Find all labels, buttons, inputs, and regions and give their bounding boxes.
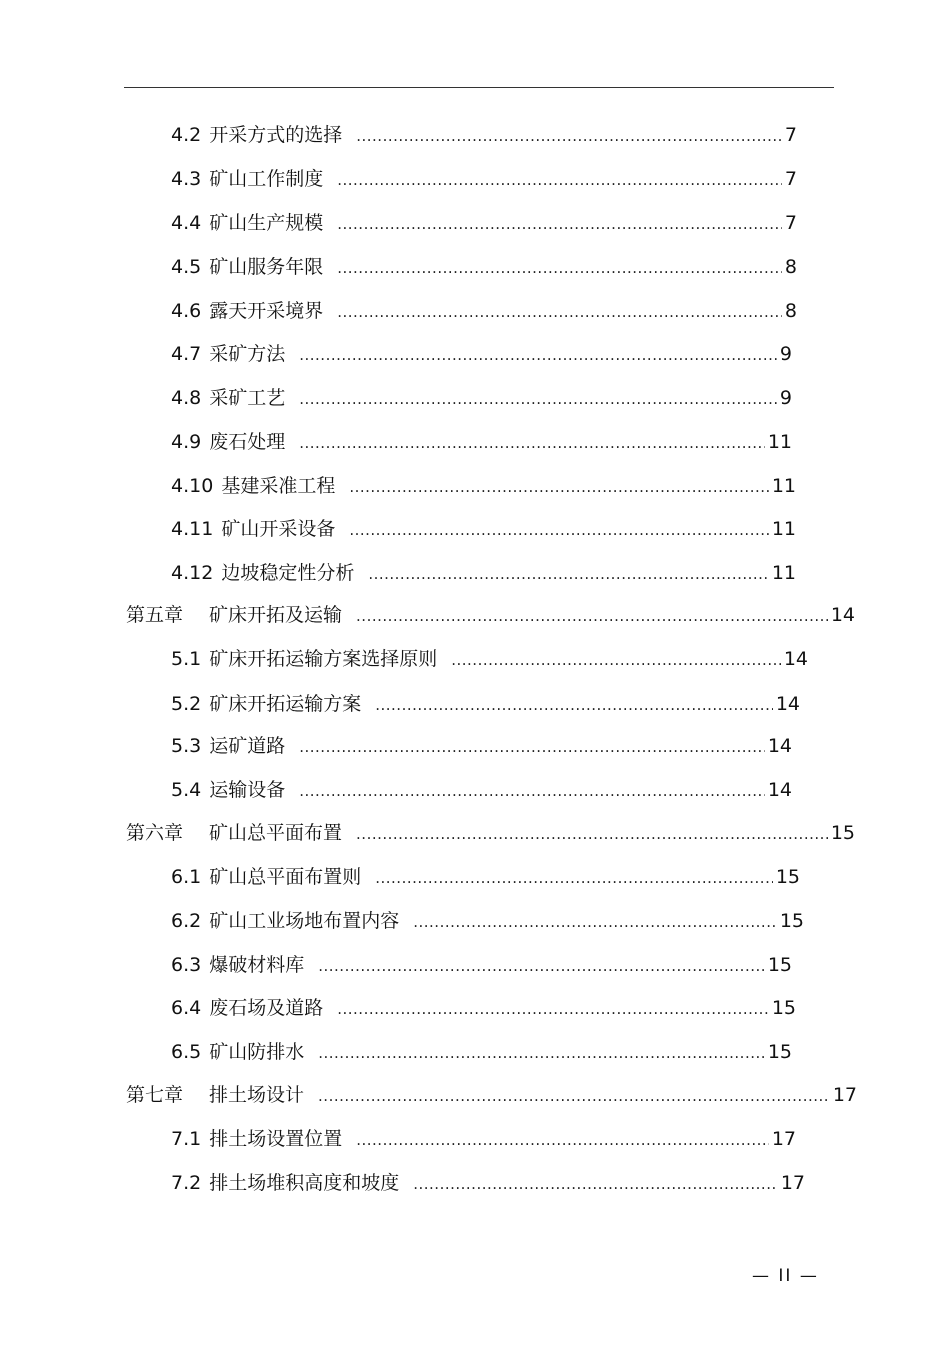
toc-entry-page-number: 14 bbox=[775, 693, 800, 715]
dot-leader bbox=[318, 953, 765, 979]
dot-leader bbox=[356, 1127, 769, 1153]
toc-section-entry[interactable] bbox=[171, 122, 797, 148]
toc-entry-title: 采矿方法 bbox=[209, 343, 286, 365]
dot-leader bbox=[299, 430, 765, 456]
dot-leader bbox=[349, 517, 768, 543]
toc-entry-page-number: 8 bbox=[784, 256, 797, 278]
dot-leader bbox=[318, 1083, 830, 1109]
toc-entry-page-number: 7 bbox=[784, 168, 797, 190]
toc-section-entry[interactable] bbox=[171, 864, 800, 890]
toc-entry-title: 开采方式的选择 bbox=[209, 124, 343, 146]
toc-section-entry[interactable] bbox=[171, 298, 797, 324]
toc-entry-page-number: 17 bbox=[780, 1172, 805, 1194]
page-footer: — II — bbox=[752, 1266, 819, 1286]
toc-section-entry[interactable] bbox=[171, 1170, 805, 1196]
dot-leader bbox=[356, 603, 828, 629]
toc-entry-page-number: 15 bbox=[767, 1041, 792, 1063]
toc-entry-number: 5.2 bbox=[171, 693, 202, 715]
toc-entry-title: 矿山生产规模 bbox=[209, 212, 324, 234]
dot-leader bbox=[349, 474, 768, 500]
toc-entry-number: 6.5 bbox=[171, 1041, 202, 1063]
toc-entry-title: 采矿工艺 bbox=[209, 387, 286, 409]
toc-entry-number: 4.6 bbox=[171, 300, 202, 322]
toc-entry-page-number: 11 bbox=[771, 562, 796, 584]
toc-entry-number: 第七章 bbox=[126, 1084, 184, 1106]
toc-entry-number: 4.4 bbox=[171, 212, 202, 234]
toc-entry-title: 爆破材料库 bbox=[209, 954, 305, 976]
dot-leader bbox=[337, 996, 769, 1022]
dot-leader bbox=[299, 386, 777, 412]
toc-section-entry[interactable] bbox=[171, 560, 796, 586]
toc-entry-title: 排土场堆积高度和坡度 bbox=[209, 1172, 400, 1194]
dot-leader bbox=[299, 778, 765, 804]
toc-section-entry[interactable] bbox=[171, 473, 796, 499]
toc-chapter-entry[interactable] bbox=[126, 602, 855, 628]
toc-section-entry[interactable] bbox=[171, 1039, 792, 1065]
toc-entry-title: 废石场及道路 bbox=[209, 997, 324, 1019]
toc-section-entry[interactable] bbox=[171, 952, 792, 978]
toc-entry-title: 矿山防排水 bbox=[209, 1041, 305, 1063]
dot-leader bbox=[413, 1171, 778, 1197]
toc-entry-number: 4.9 bbox=[171, 431, 202, 453]
toc-entry-title: 矿山工业场地布置内容 bbox=[209, 910, 400, 932]
toc-entry-title: 矿山开采设备 bbox=[221, 518, 336, 540]
toc-entry-title: 矿床开拓运输方案选择原则 bbox=[209, 648, 438, 670]
toc-entry-number: 4.7 bbox=[171, 343, 202, 365]
toc-entry-number: 4.8 bbox=[171, 387, 202, 409]
toc-entry-page-number: 14 bbox=[767, 735, 792, 757]
toc-entry-page-number: 15 bbox=[830, 822, 855, 844]
toc-section-entry[interactable] bbox=[171, 385, 792, 411]
toc-section-entry[interactable] bbox=[171, 1126, 796, 1152]
toc-entry-page-number: 15 bbox=[771, 997, 796, 1019]
toc-entry-page-number: 8 bbox=[784, 300, 797, 322]
dot-leader bbox=[299, 342, 777, 368]
toc-entry-number: 5.1 bbox=[171, 648, 202, 670]
toc-entry-page-number: 14 bbox=[783, 648, 808, 670]
toc-section-entry[interactable] bbox=[171, 995, 796, 1021]
dot-leader bbox=[413, 909, 777, 935]
toc-entry-page-number: 17 bbox=[771, 1128, 796, 1150]
toc-section-entry[interactable] bbox=[171, 777, 792, 803]
toc-entry-title: 矿山服务年限 bbox=[209, 256, 324, 278]
toc-entry-number: 6.4 bbox=[171, 997, 202, 1019]
toc-entry-page-number: 9 bbox=[779, 387, 792, 409]
toc-entry-page-number: 17 bbox=[832, 1084, 857, 1106]
toc-section-entry[interactable] bbox=[171, 646, 808, 672]
toc-entry-page-number: 11 bbox=[767, 431, 792, 453]
toc-entry-title: 运输设备 bbox=[209, 779, 286, 801]
toc-entry-number: 4.5 bbox=[171, 256, 202, 278]
toc-entry-number: 4.11 bbox=[171, 518, 214, 540]
toc-section-entry[interactable] bbox=[171, 691, 800, 717]
dot-leader bbox=[337, 255, 782, 281]
toc-entry-page-number: 7 bbox=[784, 212, 797, 234]
toc-entry-number: 7.1 bbox=[171, 1128, 202, 1150]
toc-entry-title: 运矿道路 bbox=[209, 735, 286, 757]
dot-leader bbox=[337, 211, 782, 237]
dot-leader bbox=[451, 647, 781, 673]
toc-entry-page-number: 14 bbox=[767, 779, 792, 801]
toc-entry-title: 露天开采境界 bbox=[209, 300, 324, 322]
toc-section-entry[interactable] bbox=[171, 908, 804, 934]
toc-entry-number: 4.10 bbox=[171, 475, 214, 497]
dot-leader bbox=[375, 865, 773, 891]
toc-entry-page-number: 15 bbox=[767, 954, 792, 976]
toc-entry-title: 基建采准工程 bbox=[221, 475, 336, 497]
toc-section-entry[interactable] bbox=[171, 733, 792, 759]
toc-entry-number: 4.12 bbox=[171, 562, 214, 584]
toc-entry-title: 废石处理 bbox=[209, 431, 286, 453]
toc-entry-page-number: 7 bbox=[784, 124, 797, 146]
dot-leader bbox=[356, 821, 828, 847]
toc-section-entry[interactable] bbox=[171, 166, 797, 192]
toc-entry-page-number: 15 bbox=[779, 910, 804, 932]
toc-chapter-entry[interactable] bbox=[126, 1082, 857, 1108]
toc-entry-page-number: 9 bbox=[779, 343, 792, 365]
toc-entry-title: 矿山工作制度 bbox=[209, 168, 324, 190]
toc-section-entry[interactable] bbox=[171, 210, 797, 236]
dot-leader bbox=[356, 123, 782, 149]
toc-entry-number: 第六章 bbox=[126, 822, 184, 844]
dot-leader bbox=[375, 692, 773, 718]
dot-leader bbox=[368, 561, 768, 587]
toc-entry-number: 第五章 bbox=[126, 604, 184, 626]
toc-entry-page-number: 14 bbox=[830, 604, 855, 626]
toc-section-entry[interactable] bbox=[171, 516, 796, 542]
toc-entry-number: 5.3 bbox=[171, 735, 202, 757]
toc-entry-title: 矿床开拓运输方案 bbox=[209, 693, 362, 715]
toc-entry-title: 排土场设置位置 bbox=[209, 1128, 343, 1150]
toc-entry-number: 4.3 bbox=[171, 168, 202, 190]
dot-leader bbox=[337, 167, 782, 193]
toc-chapter-entry[interactable] bbox=[126, 820, 855, 846]
toc-entry-page-number: 11 bbox=[771, 518, 796, 540]
dot-leader bbox=[299, 734, 765, 760]
dot-leader bbox=[318, 1040, 765, 1066]
toc-section-entry[interactable] bbox=[171, 429, 792, 455]
toc-entry-title: 排土场设计 bbox=[209, 1084, 305, 1106]
toc-section-entry[interactable] bbox=[171, 254, 797, 280]
toc-entry-page-number: 15 bbox=[775, 866, 800, 888]
toc-entry-number: 6.3 bbox=[171, 954, 202, 976]
toc-entry-number: 6.2 bbox=[171, 910, 202, 932]
dot-leader bbox=[337, 299, 782, 325]
toc-entry-title: 矿山总平面布置 bbox=[209, 822, 343, 844]
toc-entry-number: 5.4 bbox=[171, 779, 202, 801]
toc-entry-number: 6.1 bbox=[171, 866, 202, 888]
toc-entry-number: 4.2 bbox=[171, 124, 202, 146]
toc-entry-title: 边坡稳定性分析 bbox=[221, 562, 355, 584]
toc-entry-page-number: 11 bbox=[771, 475, 796, 497]
toc-entry-title: 矿山总平面布置则 bbox=[209, 866, 362, 888]
toc-entry-title: 矿床开拓及运输 bbox=[209, 604, 343, 626]
toc-section-entry[interactable] bbox=[171, 341, 792, 367]
toc-entry-number: 7.2 bbox=[171, 1172, 202, 1194]
